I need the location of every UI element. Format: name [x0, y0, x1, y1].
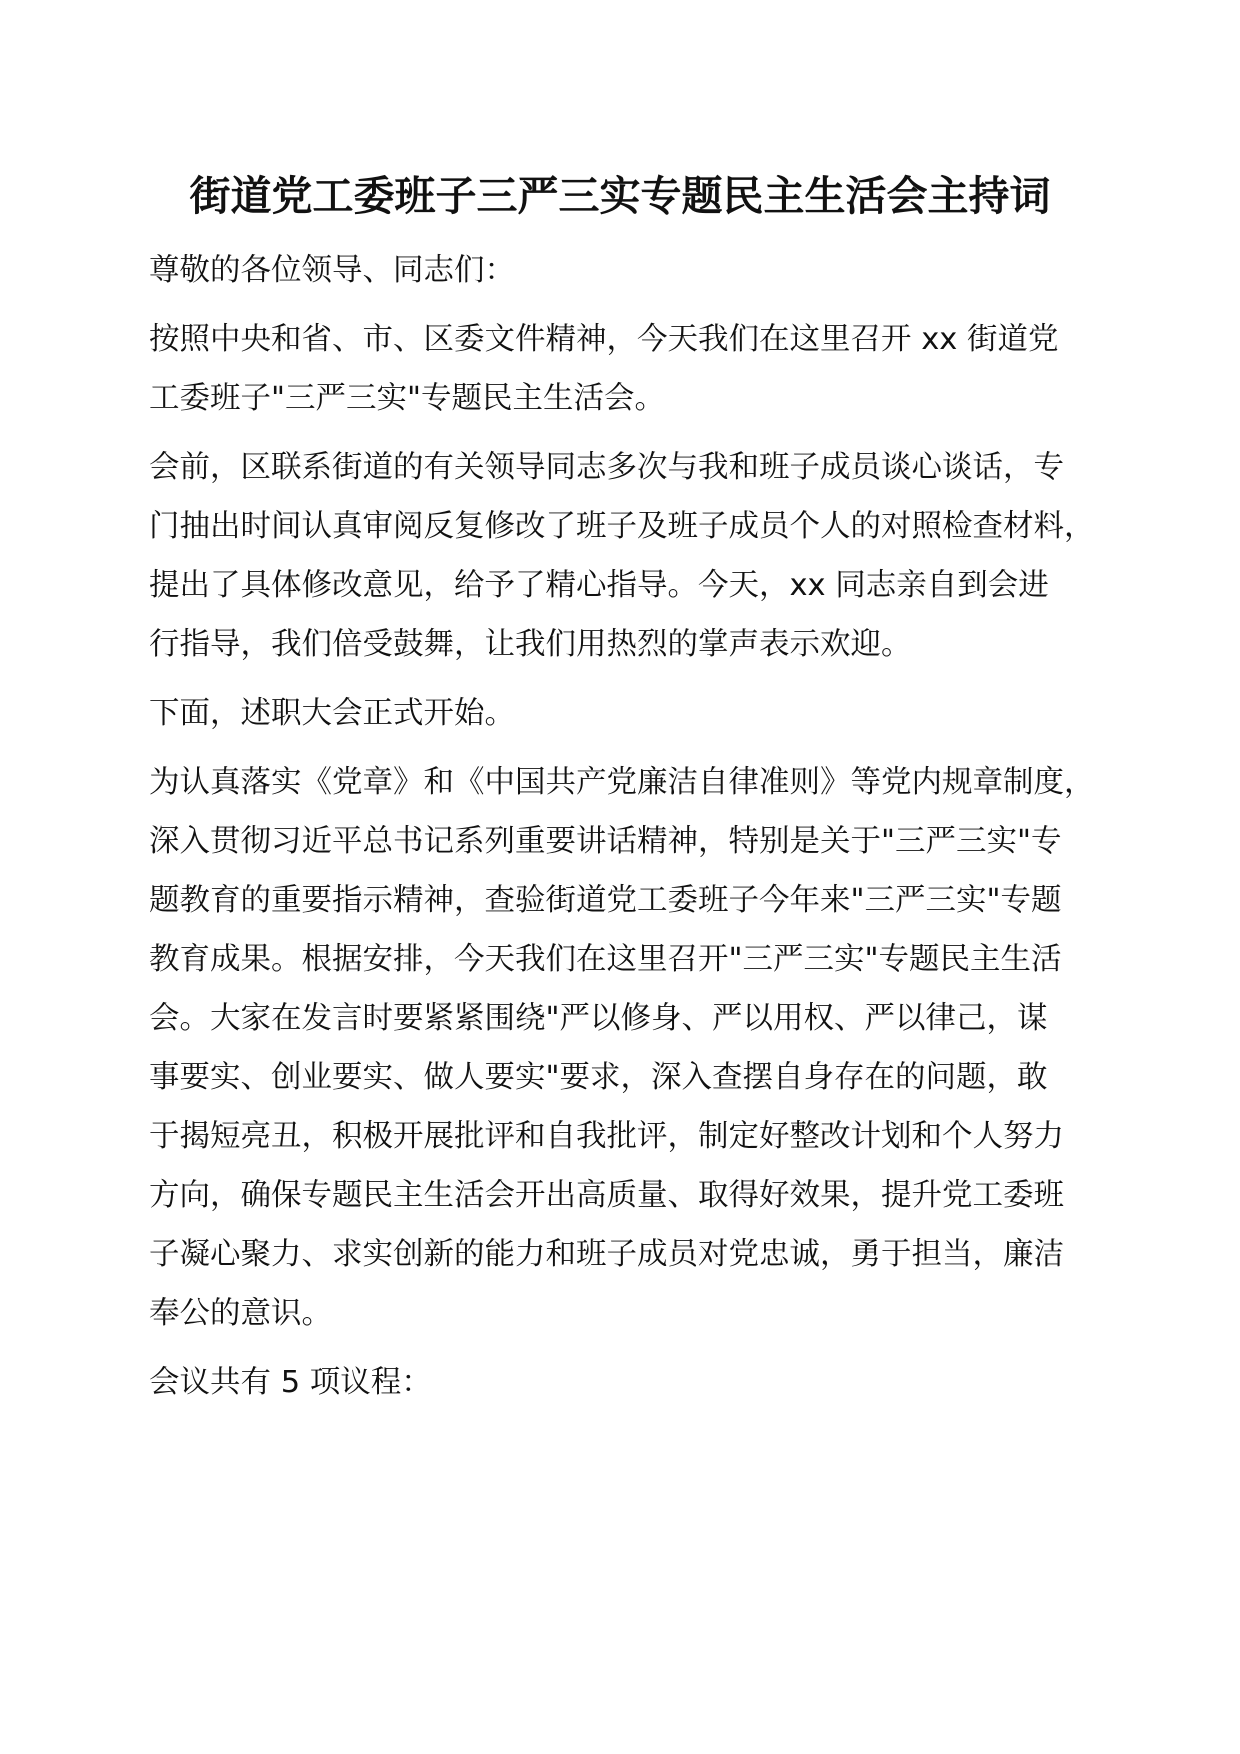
- paragraph-line: 工委班子"三严三实"专题民主生活会。: [149, 381, 666, 416]
- paragraph-line: 提出了具体修改意见，给予了精心指导。今天，xx 同志亲自到会进: [149, 568, 1049, 603]
- paragraph-line: 为认真落实《党章》和《中国共产党廉洁自律准则》等党内规章制度，: [149, 765, 1095, 800]
- paragraph-line: 于揭短亮丑，积极开展批评和自我批评，制定好整改计划和个人努力: [149, 1119, 1064, 1154]
- paragraph-line: 事要实、创业要实、做人要实"要求，深入查摆自身存在的问题，敢: [149, 1060, 1048, 1095]
- paragraph-line: 奉公的意识。: [149, 1296, 332, 1331]
- paragraph-line: 门抽出时间认真审阅反复修改了班子及班子成员个人的对照检查材料，: [149, 509, 1095, 544]
- paragraph-line: 下面，述职大会正式开始。: [149, 696, 515, 731]
- paragraph-line: 按照中央和省、市、区委文件精神，今天我们在这里召开 xx 街道党: [149, 322, 1059, 357]
- paragraph-line: 方向，确保专题民主生活会开出高质量、取得好效果，提升党工委班: [149, 1178, 1064, 1213]
- document-title: 街道党工委班子三严三实专题民主生活会主持词: [189, 172, 1051, 220]
- paragraph-line: 深入贯彻习近平总书记系列重要讲话精神，特别是关于"三严三实"专: [149, 824, 1062, 859]
- paragraph-line: 题教育的重要指示精神，查验街道党工委班子今年来"三严三实"专题: [149, 883, 1062, 918]
- paragraph-line: 子凝心聚力、求实创新的能力和班子成员对党忠诚，勇于担当，廉洁: [149, 1237, 1064, 1272]
- paragraph-line: 会。大家在发言时要紧紧围绕"严以修身、严以用权、严以律己，谋: [149, 1001, 1048, 1036]
- salutation-line: 尊敬的各位领导、同志们：: [149, 253, 515, 288]
- paragraph-line: 会议共有 5 项议程：: [149, 1365, 432, 1400]
- paragraph-line: 会前，区联系街道的有关领导同志多次与我和班子成员谈心谈话，专: [149, 450, 1064, 485]
- paragraph-line: 教育成果。根据安排，今天我们在这里召开"三严三实"专题民主生活: [149, 942, 1062, 977]
- paragraph-line: 行指导，我们倍受鼓舞，让我们用热烈的掌声表示欢迎。: [149, 627, 912, 662]
